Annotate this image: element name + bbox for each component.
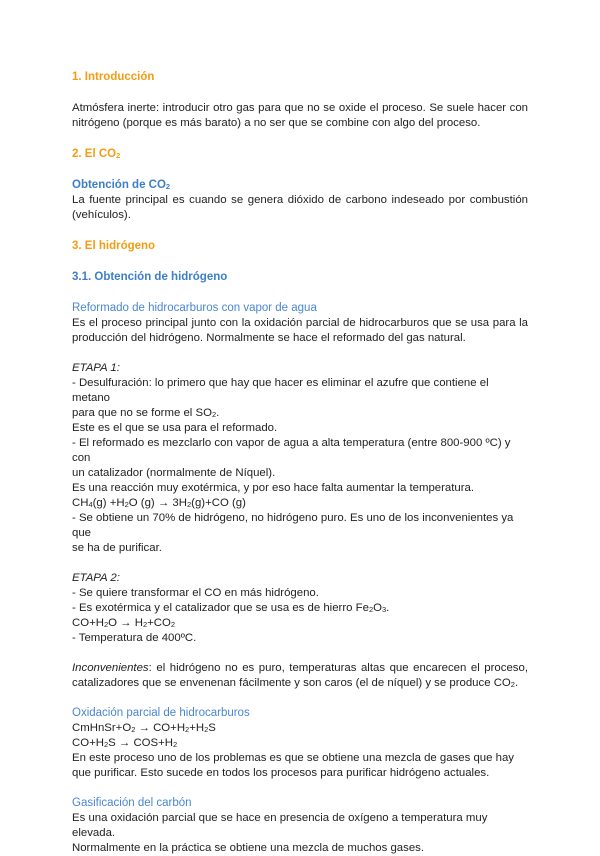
text: +CO (147, 617, 171, 629)
subscript: 2 (510, 680, 515, 689)
subscript: 3 (381, 605, 387, 614)
subscript: 2 (165, 182, 171, 191)
gasificacion-line: Es una oxidación parcial que se hace en presencia de oxígeno a temperatura muy elevada. (72, 812, 488, 839)
subscript: 2 (368, 605, 374, 614)
text: → CO+H (135, 722, 186, 734)
etapa-1-line: un catalizador (normalmente de Níquel). (72, 467, 276, 479)
subsection-title-reformado: Reformado de hidrocarburos con vapor de agua (72, 302, 317, 314)
etapa-2-line: - Se quiere transformar el CO en más hidrógeno. (72, 587, 319, 599)
text: . (216, 407, 220, 419)
subscript: 2 (103, 620, 109, 629)
paragraph-reformado: Es el proceso principal junto con la oxidación parcial de hidrocarburos que se usa para la producción del hidrógeno. Normalmente se hace el reformado del gas natural. (72, 317, 528, 344)
subscript: 2 (142, 620, 148, 629)
text: CO+H (72, 617, 104, 629)
paragraph-oxidacion: En este proceso uno de los problemas es que se obtiene una mezcla de gases que hay que purificar. Esto sucede en todos los procesos para purificar hidrógeno actuales. (72, 752, 514, 779)
text: . (514, 677, 519, 689)
subscript: 4 (88, 500, 93, 509)
etapa-1-line: - Desulfuración: lo primero que hay que hacer es eliminar el azufre que contiene el metano (72, 377, 489, 404)
gasificacion-line: Normalmente en la práctica se obtiene una mezcla de muchos gases. (72, 842, 425, 854)
subscript: 2 (204, 725, 209, 734)
heading-text: 2. El CO (72, 148, 117, 160)
paragraph-inconvenientes (72, 661, 528, 691)
text: CmHnSr+O (72, 722, 132, 734)
text: (g) +H (92, 497, 125, 509)
document-content (72, 70, 528, 856)
text: S → COS+H (108, 737, 174, 749)
text: . (386, 602, 390, 614)
etapa-2-line (72, 601, 528, 616)
text: : el hidrógeno no es puro, temperaturas altas que encarecen el proceso, catalizadores que se envenenan fácilmente y son caros (el de níquel) y se produce CO (72, 662, 528, 689)
subscript: 2 (116, 151, 121, 160)
etapa-1-line: Es una reacción muy exotérmica, y por eso hace falta aumentar la temperatura. (72, 482, 475, 494)
equation-oxidacion-1 (72, 721, 528, 736)
etapa-1-line: se ha de purificar. (72, 542, 162, 554)
etapa-1-line: - El reformado es mezclarlo con vapor de agua a alta temperatura (entre 800-900 ºC) y con (72, 437, 511, 464)
text: S (208, 722, 216, 734)
etapa-2-line: - Temperatura de 400ºC. (72, 632, 197, 644)
text: (g)+CO (g) (191, 497, 246, 509)
subscript: 2 (124, 500, 129, 509)
etapa-1-title: ETAPA 1: (72, 362, 120, 374)
section-heading-introduccion: 1. Introducción (72, 71, 155, 83)
subscript: 2 (131, 725, 136, 734)
subscript: 2 (170, 620, 176, 629)
subscript: 2 (185, 725, 190, 734)
section-heading-co2 (72, 147, 528, 162)
text: O → H (108, 617, 143, 629)
equation-reformado (72, 496, 528, 511)
subheading-obtencion-hidrogeno: 3.1. Obtención de hidrógeno (72, 271, 228, 283)
equation-shift (72, 616, 528, 631)
subscript: 2 (187, 500, 192, 509)
subsection-title-oxidacion: Oxidación parcial de hidrocarburos (72, 707, 250, 719)
equation-oxidacion-2 (72, 736, 528, 751)
text: CO+H (72, 737, 104, 749)
subheading-obtencion-co2 (72, 178, 528, 193)
text: CH (72, 497, 89, 509)
text: +H (189, 722, 205, 734)
etapa-1-line (72, 406, 528, 421)
subheading-text: Obtención de CO (72, 179, 166, 191)
subscript: 2 (173, 740, 178, 749)
inconvenientes-label: Inconvenientes (72, 662, 149, 674)
section-heading-hidrogeno: 3. El hidrógeno (72, 240, 156, 252)
paragraph-atmosfera-inerte: Atmósfera inerte: introducir otro gas para que no se oxide el proceso. Se suele hacer con nitrógeno (porque es más barato) a no ser que se combine con algo del proceso. (72, 102, 528, 129)
subscript: 2 (103, 740, 109, 749)
paragraph-fuente-principal: La fuente principal es cuando se genera dióxido de carbono indeseado por combustión (vehículos). (72, 194, 528, 221)
subscript: 2 (211, 410, 217, 419)
etapa-1-line: Este es el que se usa para el reformado. (72, 422, 278, 434)
text: - Es exotérmica y el catalizador que se usa es de hierro Fe (72, 602, 369, 614)
text: O (g) → 3H (128, 497, 187, 509)
text: O (373, 602, 382, 614)
text: para que no se forme el SO (72, 407, 212, 419)
etapa-1-line: - Se obtiene un 70% de hidrógeno, no hidrógeno puro. Es uno de los inconvenientes ya que (72, 512, 514, 539)
subsection-title-gasificacion: Gasificación del carbón (72, 797, 192, 809)
etapa-2-title: ETAPA 2: (72, 572, 120, 584)
